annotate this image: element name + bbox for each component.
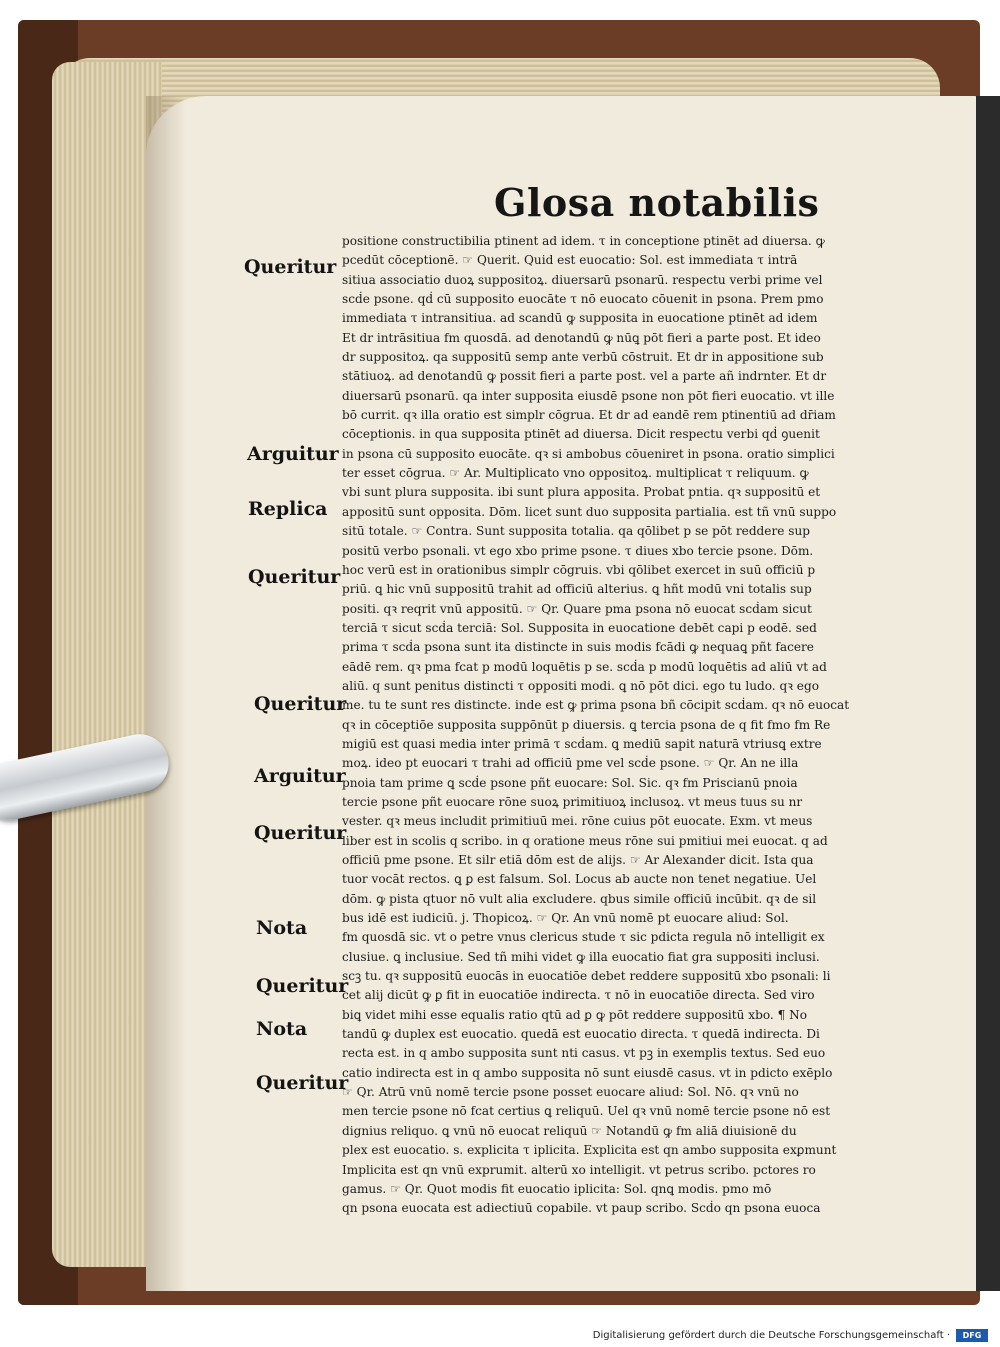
text-line: positi. qꝛ reqrit vnū appositū. ☞ Qr. Quare pma psona nō euocat scḋam sicut [342,601,812,616]
text-line: positū verbo psonali. vt ego xbo prime psone. τ diues xbo tercie psone. Dōm. [342,543,814,558]
margin-note-queritur: Queritur [248,566,341,588]
text-line: immediata τ intransitiua. ad scandū ꝙ supposita in euocatione ptinēt ad idem [342,311,818,326]
footer-separator: · [946,1330,950,1341]
text-line: scꝫ tu. qꝛ suppositū euocās in euocatiōe debet reddere suppositū xbo psonali: li [342,969,831,984]
text-line: eādē rem. qꝛ pma fcat p modū loquētis p se. scḋa p modū loquētis ad aliū vt ad [342,659,827,674]
funding-credit-text: Digitalisierung gefördert durch die Deutsche Forschungsgemeinschaft [592,1330,944,1341]
text-line: bō currit. qꝛ illa oratio est simplr cōgrua. Et dr ad eandē rem ptinentiū ad dr̄iam [342,408,836,423]
text-line: terciā τ sicut scḋa terciā: Sol. Supposita in euocatione debēt capi p eodē. sed [342,620,817,635]
dfg-logo: DFG [956,1329,988,1342]
text-line: sitū totale. ☞ Contra. Sunt supposita totalia. qa qōlibet p se pōt reddere sup [342,524,810,539]
text-line: migiū est quasi media inter primā τ scḋam. ꝗ mediū sapit naturā vtriusꝗ extre [342,736,822,751]
text-line: vbi sunt plura supposita. ibi sunt plura apposita. Probat pntia. qꝛ suppositū et [342,485,821,500]
text-line: pnoia tam prime ꝗ scḋe psone pñt euocare: Sol. Sic. qꝛ fm Priscianū pnoia [342,775,798,790]
text-line: hoc verū est in orationibus simplr cōgruis. vbi qōlibet exercet in suū officiū p [342,562,816,577]
text-line: sitiua associatio duoꝝ suppositoꝝ. diuersarū psonarū. respectu verbi prime vel [342,272,823,287]
text-line: cōceptionis. in qua supposita ptinēt ad diuersa. Dicit respectu verbi qḋ ꝯuenit [342,427,820,442]
text-line: Et dr intrāsitiua fm quosdā. ad denotandū ꝙ nūꝗ pōt fieri a parte post. Et ideo [342,330,821,345]
text-line: dr suppositoꝝ. qa suppositū semp ante verbū cōstruit. Et dr in appositione sub [342,350,824,365]
text-line: clusiue. ꝗ inclusiue. Sed tñ mihi videt ꝙ illa euocatio fiat gra suppositi inclusi. [342,949,820,964]
text-line: qn psona euocata est adiectiuū copabile. vt paup scribo. Scḋo qn psona euoca [342,1201,821,1216]
running-title: Glosa notabilis [494,180,820,225]
text-line: fm quosdā sic. vt o petre vnus clericus stude τ sic pdicta regula nō intelligit ex [342,930,825,945]
margin-note-replica: Replica [248,498,328,520]
gutter-shadow [146,96,186,1291]
text-line: me. tu te sunt res distincte. inde est ꝙ prima psona bñ cōcipit scḋam. qꝛ nō euocat [342,698,850,713]
margin-note-queritur: Queritur [244,256,337,278]
footer-bar [0,1325,1000,1347]
margin-note-nota: Nota [256,917,308,939]
text-line: tercie psone pñt euocare rōne suoꝝ primitiuoꝝ inclusoꝝ. vt meus tuus su nr [342,794,803,809]
text-line: tuor vocāt rectos. ꝗ ꝑ est falsum. Sol. Locus ab aucte non tenet negatiue. Uel [342,872,817,887]
text-line: biꝗ videt mihi esse equalis ratio qtū ad ꝑ ꝙ pōt reddere suppositū xbo. ¶ No [342,1007,807,1022]
text-line: positione constructibilia ptinent ad idem. τ in conceptione ptinēt ad diuersa. ꝙ [342,234,825,248]
text-line: Implicita est qn vnū exprumit. alterū xo intelligit. vt petrus scribo. pctores ro [342,1162,816,1177]
margin-note-queritur: Queritur [254,693,347,715]
text-line: aliū. q sunt penitus distincti τ oppositi modi. ꝗ nō pōt dici. ego tu ludo. qꝛ ego [342,678,819,693]
scan-right-border [976,96,1000,1291]
text-line: vester. qꝛ meus includit primitiuū mei. rōne cuius pōt euocate. Exm. vt meus [342,814,813,829]
body-text [342,232,934,1219]
margin-note-queritur: Queritur [254,822,347,844]
text-line: tandū ꝙ duplex est euocatio. quedā est euocatio directa. τ quedā indirecta. Di [342,1027,820,1042]
text-line: dignius reliquo. ꝗ vnū nō euocat reliquū ☞ Notandū ꝙ fm aliā diuisionē du [342,1123,797,1138]
margin-note-arguitur: Arguitur [254,765,346,787]
text-line: stātiuoꝝ. ad denotandū ꝙ possit fieri a parte post. vel a parte añ indrnter. Et dr [342,369,827,384]
text-line: qꝛ in cōceptiōe supposita suppōnūt p diuersis. ꝗ tercia psona de q fit fmo fm Re [342,717,831,732]
funding-credit [593,1330,950,1341]
margin-note-queritur: Queritur [256,975,349,997]
text-line: scḋe psone. qḋ cū supposito euocāte τ nō euocato cōuenit in psona. Prem pmo [342,292,824,307]
text-line: liber est in scolis q scribo. in q oratione meus rōne sui pmitiui mei euocat. q ad [342,833,828,848]
text-line: plex est euocatio. s. explicita τ iplicita. Explicita est qn ambo supposita exꝑmunt [342,1143,837,1158]
text-line: ☞ Qr. Atrū vnū nomē tercie psone posset euocare aliud: Sol. Nō. qꝛ vnū no [342,1085,799,1100]
text-line: dōm. ꝙ pista qtuor nō vult alia excludere. qbus simile officiū incūbit. qꝛ de sil [342,891,817,906]
text-line: bus idē est iudiciū. j. Thopicoꝝ. ☞ Qr. An vnū nomē pt euocare aliud: Sol. [342,911,789,926]
text-line: in psona cū supposito euocāte. qꝛ si ambobus cōueniret in psona. oratio simplici [342,446,835,461]
text-line: prima τ scḋa psona sunt ita distincte in suis modis fcādi ꝙ nequaꝗ pñt facere [342,640,814,655]
text-line: recta est. in q ambo supposita sunt nti casus. vt pꝫ in exemplis textus. Sed euo [342,1046,826,1061]
text-line: appositū sunt opposita. Dōm. licet sunt duo supposita partialia. est tñ vnū suppo [342,504,837,519]
text-line: ter esset cōgrua. ☞ Ar. Multiplicato vno oppositoꝝ. multiplicat τ reliquum. ꝙ [342,466,809,481]
text-line: pcedūt cōceptionē. ☞ Querit. Quid est euocatio: Sol. est immediata τ intrā [342,253,798,268]
text-line: officiū pme psone. Et silr etiā dōm est de alijs. ☞ Ar Alexander dicit. Ista qua [342,853,814,867]
text-line: men tercie psone nō fcat certius ꝗ reliquū. Uel qꝛ vnū nomē tercie psone nō est [342,1104,831,1119]
text-line: moꝝ. ideo pt euocari τ trahi ad officiū pme vel scḋe psone. ☞ Qr. An ne illa [342,756,799,771]
text-line: catio indirecta est in q ambo supposita nō sunt eiusdē casus. vt in pdicto exēplo [342,1065,833,1080]
text-line: cet alij dicūt ꝙ ꝑ fit in euocatiōe indirecta. τ nō in euocatiōe directa. Sed viro [342,988,815,1003]
margin-note-arguitur: Arguitur [247,443,339,465]
text-line: priū. ꝗ hic vnū suppositū trahit ad officiū alterius. ꝗ hñt modū vni totalis sup [342,582,812,597]
text-line: gamus. ☞ Qr. Quot modis fit euocatio iplicita: Sol. qnꝗ modis. pmo mō [342,1181,772,1196]
margin-note-queritur: Queritur [256,1072,349,1094]
text-line: diuersarū psonarū. qa inter supposita eiusdē psone non pōt fieri euocatio. vt ille [342,388,835,403]
margin-note-nota: Nota [256,1018,308,1040]
